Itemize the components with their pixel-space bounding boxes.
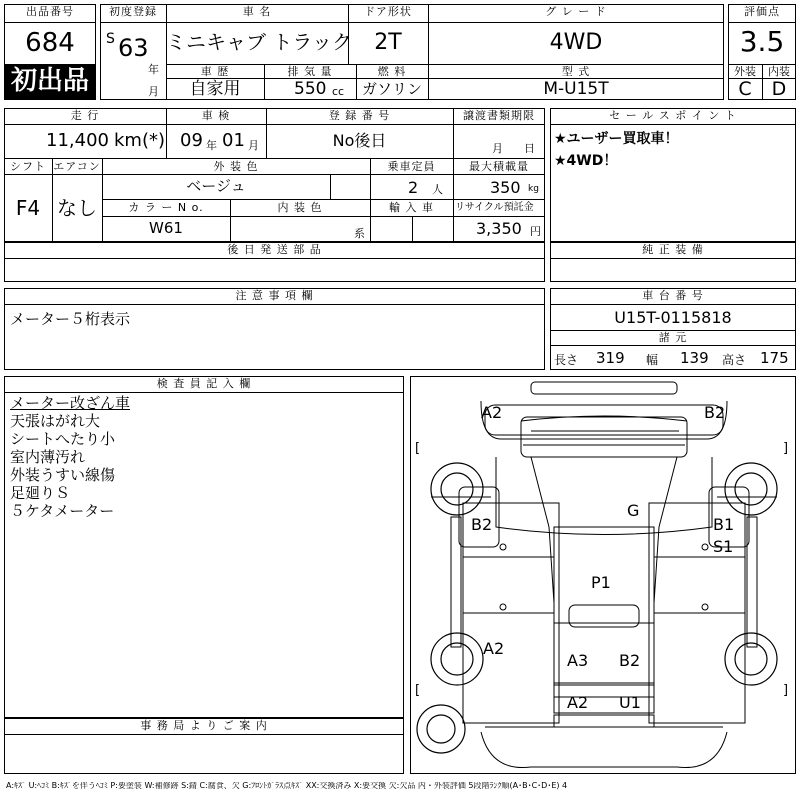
inspection-month: 01 (222, 130, 245, 151)
width-label: 幅 (646, 353, 659, 367)
history: 自家用 (189, 79, 241, 99)
damage-legend: A:ｷｽﾞ U:ﾍｺﾐ B:ｷｽﾞを伴うﾍｺﾐ P:要塗装 W:補修跡 S:錆 C:腐食、欠 G:ﾌﾛﾝﾄｶﾞﾗｽ点ｷｽﾞ XX:交換済み X:要交換 欠:欠品 内・外装評価 5段階ﾗﾝｸ順(A･B･C･D･E) 4 (6, 782, 568, 790)
recycle-unit: 円 (530, 225, 541, 238)
mileage: 11,400 (46, 130, 109, 151)
inspector-note: シートへたり小 (10, 430, 116, 448)
aircon-value: なし (57, 196, 97, 220)
lot-number: 684 (25, 28, 75, 58)
inspector-label: 検 査 員 記 入 欄 (156, 377, 252, 390)
transfer-docs-label: 譲渡書類期限 (463, 109, 535, 122)
damage-right-door-2: S1 (713, 537, 734, 556)
detail-box (4, 108, 545, 242)
damage-left-door: B2 (471, 515, 493, 534)
year-unit: 年 (148, 63, 159, 76)
caution-text: メーター５桁表示 (10, 310, 131, 328)
sales-point-item: ★ユーザー買取車！ (554, 131, 679, 147)
reg-date-label: 初度登録 (109, 5, 157, 18)
inspection-month-unit: 月 (248, 139, 259, 152)
capacity-label: 乗車定員 (387, 160, 436, 173)
damage-rear-left: A2 (483, 639, 505, 658)
office-label: 事 務 局 よ り ご 案 内 (140, 719, 268, 732)
fuel: ガソリン (361, 80, 422, 98)
max-load: 350 (490, 178, 521, 197)
grade: 4WD (549, 30, 603, 55)
chassis-label: 車 台 番 号 (642, 289, 704, 302)
later-parts-label: 後 日 発 送 部 品 (227, 243, 322, 256)
score-label: 評価点 (744, 5, 780, 18)
recycle-amount: 3,350 (476, 219, 522, 238)
recycle-label: リサイクル預託金 (455, 202, 534, 213)
displacement-label: 排 気 量 (287, 65, 333, 78)
displacement: 550 (294, 79, 327, 99)
displacement-unit: cc (332, 85, 345, 98)
car-name: ミニキャブ トラック (166, 30, 352, 54)
plate-label: 登 録 番 号 (328, 109, 391, 122)
mileage-unit: km(*) (114, 130, 166, 151)
reg-year: 63 (118, 34, 149, 62)
bracket-right: ] (783, 441, 789, 456)
exterior-grade-label: 外装 (734, 65, 756, 78)
door-type: 2T (374, 30, 402, 55)
plate-number: No後日 (332, 131, 387, 150)
inspector-note: 外装うすい線傷 (10, 466, 116, 484)
score: 3.5 (739, 25, 785, 58)
damage-tail-right: U1 (619, 693, 641, 712)
lot-number-label: 出品番号 (26, 5, 74, 18)
history-label: 車 歴 (200, 65, 230, 78)
exterior-grade: C (738, 78, 752, 100)
inspector-note: ５ケタメーター (10, 502, 115, 520)
inspection-year: 09 (180, 130, 203, 151)
import-label: 輸 入 車 (389, 201, 434, 214)
length-label: 長さ (554, 353, 579, 367)
color-no-label: カ ラ ー N o. (128, 201, 204, 214)
damage-bed-left: A3 (567, 651, 589, 670)
car-name-label: 車 名 (242, 5, 272, 18)
height-label: 高さ (722, 353, 747, 367)
model-code: M-U15T (543, 79, 609, 99)
era-prefix: S (106, 31, 115, 47)
interior-color-unit: 系 (354, 227, 365, 240)
damage-bed-right: B2 (619, 651, 641, 670)
inspector-note: メーター改ざん車 (10, 394, 131, 412)
damage-windshield: G (627, 501, 640, 520)
exterior-color-label: 外 装 色 (213, 160, 259, 173)
mileage-label: 走 行 (70, 109, 100, 122)
bracket-right: ] (783, 683, 789, 698)
sales-point-item: ★4WD！ (554, 153, 618, 169)
interior-grade-label: 内装 (768, 65, 790, 78)
vehicle-diagram (410, 376, 796, 774)
inspection-label: 車 検 (201, 109, 231, 122)
spec-label: 諸 元 (658, 331, 688, 344)
damage-roof: P1 (591, 573, 611, 592)
color-no: W61 (149, 219, 183, 237)
inspection-year-unit: 年 (206, 139, 217, 152)
max-load-label: 最大積載量 (469, 160, 529, 173)
chassis-number: U15T-0115818 (614, 308, 732, 327)
shift-label: シフト (10, 160, 46, 173)
month-unit: 月 (148, 85, 159, 98)
damage-tail-left: A2 (567, 693, 589, 712)
bracket-left: [ (415, 683, 421, 698)
inspector-note: 足廻りＳ (10, 484, 71, 502)
first-listing-badge: 初出品 (5, 64, 95, 99)
damage-front-right: B2 (704, 403, 726, 422)
sales-points-box (550, 108, 796, 242)
length-value: 319 (596, 349, 625, 367)
grade-label: グ レ ー ド (545, 5, 607, 18)
genuine-equipment-label: 純 正 装 備 (642, 243, 704, 256)
aircon-label: エアコン (53, 160, 101, 173)
damage-front-left: A2 (481, 403, 503, 422)
door-type-label: ドア形状 (364, 5, 412, 18)
interior-grade: D (771, 78, 787, 100)
shift-value: F4 (15, 196, 41, 220)
transfer-month-unit: 月 (492, 142, 503, 155)
max-load-unit: kg (528, 184, 539, 194)
exterior-color: ベージュ (186, 177, 246, 195)
caution-label: 注 意 事 項 欄 (235, 289, 314, 302)
width-value: 139 (680, 349, 709, 367)
capacity-unit: 人 (432, 183, 443, 196)
inspector-note: 室内薄汚れ (10, 448, 86, 466)
inspector-note: 天張はがれ大 (10, 412, 101, 430)
height-value: 175 (760, 349, 789, 367)
bracket-left: [ (415, 441, 421, 456)
sales-points-label: セ ー ル ス ポ イ ン ト (609, 109, 737, 122)
damage-right-door-1: B1 (713, 515, 735, 534)
fuel-label: 燃 料 (377, 65, 407, 78)
transfer-day-unit: 日 (524, 142, 535, 155)
model-label: 型 式 (561, 65, 591, 78)
capacity: 2 (408, 178, 419, 197)
interior-color-label: 内 装 色 (277, 201, 323, 214)
